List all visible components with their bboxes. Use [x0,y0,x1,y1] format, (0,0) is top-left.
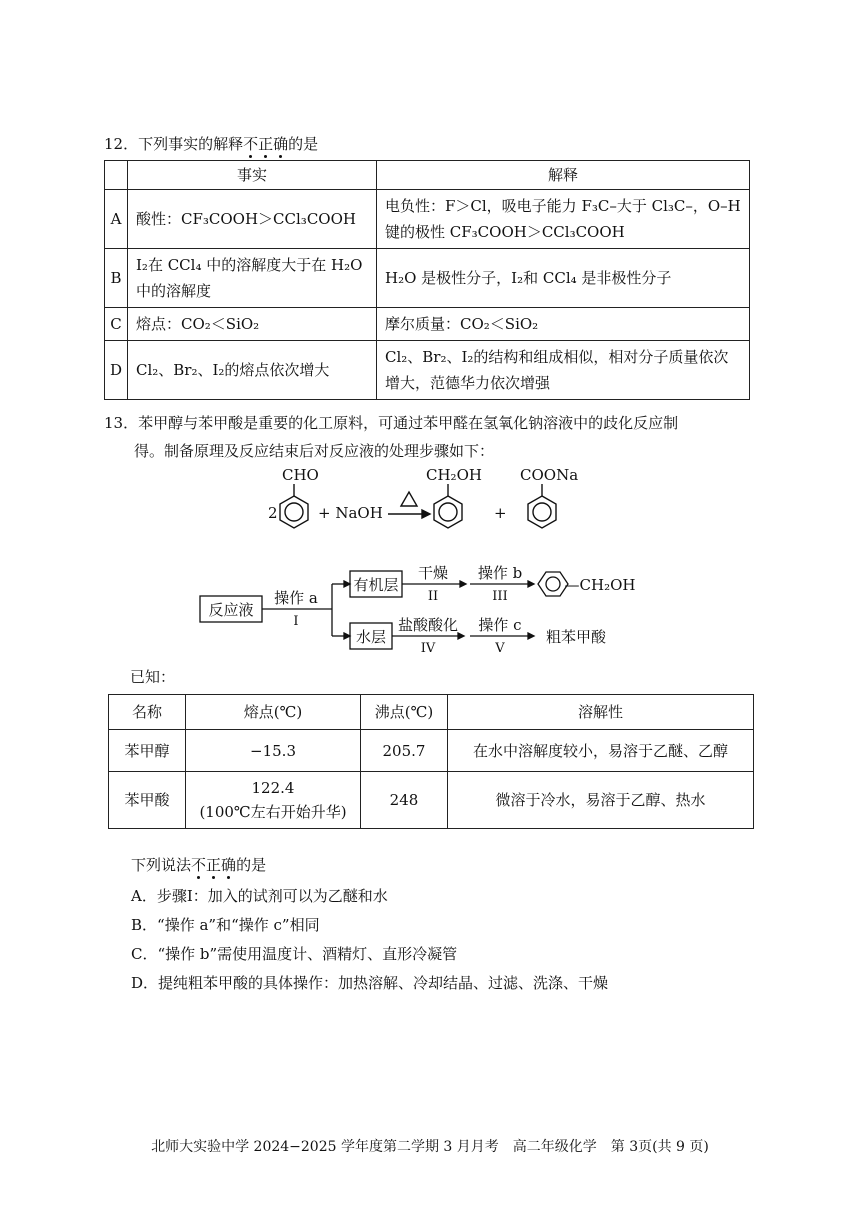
q12-row-c [105,308,750,341]
label-coona: COONa [520,466,579,484]
q13-header-solubility: 溶解性 [448,695,754,730]
flow-operation-b: 操作 b [477,564,523,582]
q12-header-fact: 事实 [128,161,377,190]
q12-row-fact: I₂在 CCl₄ 中的溶解度大于在 H₂O 中的溶解度 [128,249,377,308]
q13-row-benzoic-acid [109,772,754,829]
emphasis-char: 确 [273,135,289,153]
q13-row-benzyl-alcohol [109,730,754,772]
page-footer: 北师大实验中学 2024−2025 学年度第二学期 3 月月考 高二年级化学 第 3页(共 9 页) [151,1139,709,1155]
label-plus: + [494,504,507,522]
q13-stem-line2: 得。制备原理及反应结束后对反应液的处理步骤如下： [134,442,495,460]
flow-operation-c: 操作 c [478,616,522,634]
q12-row-option: A [105,190,128,249]
emphasis-char: 正 [258,135,274,153]
flow-step-4: IV [420,641,436,656]
flow-organic-layer: 有机层 [353,576,399,594]
q13-header-melting-point: 熔点(℃) [186,695,361,730]
flow-operation-a: 操作 a [274,589,318,607]
q13-options [131,882,608,998]
reaction-equation [250,462,590,542]
reaction-coefficient: 2 [268,504,278,522]
q13-option-b[interactable]: B．“操作 a”和“操作 c”相同 [131,916,320,934]
q13-row-melting-point [186,772,361,829]
q12-row-explanation: Cl₂、Br₂、I₂的结构和组成相似，相对分子质量依次增大，范德华力依次增强 [377,341,750,400]
q13-ask-post: 的是 [236,856,267,874]
q13-ask [131,852,266,878]
flow-acidify: 盐酸酸化 [397,616,459,634]
flow-product-ch2oh: —CH₂OH [564,576,636,594]
label-ch2oh: CH₂OH [426,466,482,484]
q13-row-boiling-point: 205.7 [361,730,448,772]
q13-option-a[interactable]: A．步骤I：加入的试剂可以为乙醚和水 [131,887,388,905]
emphasis-char: 不 [243,135,259,153]
q13-row-name: 苯甲醇 [109,730,186,772]
q13-option-c[interactable]: C．“操作 b”需使用温度计、酒精灯、直形冷凝管 [131,945,458,963]
q13-row-mp-value: 122.4 [251,779,295,797]
q12-row-fact: 熔点：CO₂＜SiO₂ [128,308,377,341]
q12-table-header [105,161,750,190]
q12-stem-pre: 12．下列事实的解释 [104,135,244,153]
q13-row-mp-value: −15.3 [250,741,296,760]
label-cho: CHO [282,466,319,484]
q13-ask-pre: 下列说法 [131,856,192,874]
q12-header-blank [105,161,128,190]
q12-row-fact: 酸性：CF₃COOH＞CCl₃COOH [128,190,377,249]
q12-row-option: C [105,308,128,341]
q13-header-boiling-point: 沸点(℃) [361,695,448,730]
q12-row-d [105,341,750,400]
flow-crude-benzoic-acid: 粗苯甲酸 [545,628,607,646]
emphasis-char: 确 [221,856,237,874]
heat-triangle [401,492,417,506]
q12-stem-post: 的是 [288,135,319,153]
flow-step-5: V [495,641,505,656]
q13-row-solubility: 微溶于冷水，易溶于乙醇、热水 [448,772,754,829]
q13-row-name: 苯甲酸 [109,772,186,829]
q12-header-explanation: 解释 [377,161,750,190]
q12-row-fact: Cl₂、Br₂、I₂的熔点依次增大 [128,341,377,400]
benzene-ring-benzaldehyde [280,496,308,528]
flow-chart [196,560,716,664]
q13-table-header [109,695,754,730]
q12-row-b [105,249,750,308]
q12-row-explanation: 摩尔质量：CO₂＜SiO₂ [377,308,750,341]
flow-aqueous-layer: 水层 [355,628,387,646]
q13-ask-emphasis [191,856,236,874]
q12-row-explanation: H₂O 是极性分子，I₂和 CCl₄ 是非极性分子 [377,249,750,308]
q13-row-solubility: 在水中溶解度较小，易溶于乙醚、乙醇 [448,730,754,772]
flow-reaction-liquid: 反应液 [208,601,254,619]
q12-row-explanation: 电负性：F＞Cl，吸电子能力 F₃C–大于 Cl₃C–，O–H 键的极性 CF₃COOH＞CCl₃COOH [377,190,750,249]
benzene-ring-benzyl-alcohol [434,496,462,528]
flow-dry: 干燥 [417,564,449,582]
q13-stem [104,409,764,465]
flow-step-3: III [492,589,508,604]
q13-row-mp-note: (100℃左右开始升华) [199,803,347,821]
q13-header-name: 名称 [109,695,186,730]
q12-row-option: B [105,249,128,308]
flow-step-2: II [427,589,439,604]
q12-table [104,160,750,400]
benzene-ring-sodium-benzoate [528,496,556,528]
emphasis-char: 正 [206,856,222,874]
q13-properties-table [108,694,754,829]
q13-option-d[interactable]: D．提纯粗苯甲酸的具体操作：加热溶解、冷却结晶、过滤、洗涤、干燥 [131,974,609,992]
q13-known-label: 已知： [130,668,176,686]
q13-row-boiling-point: 248 [361,772,448,829]
q12-stem-emphasis [243,135,288,153]
benzene-ring-product [538,572,568,596]
q13-stem-line1: 13．苯甲醇与苯甲酸是重要的化工原料，可通过苯甲醛在氢氧化钠溶液中的歧化反应制 [104,414,679,432]
emphasis-char: 不 [191,856,207,874]
flow-step-1: I [293,614,299,629]
q12-row-a [105,190,750,249]
label-naoh: + NaOH [318,504,383,522]
q13-row-melting-point [186,730,361,772]
q12-row-option: D [105,341,128,400]
q12-stem [104,131,318,157]
